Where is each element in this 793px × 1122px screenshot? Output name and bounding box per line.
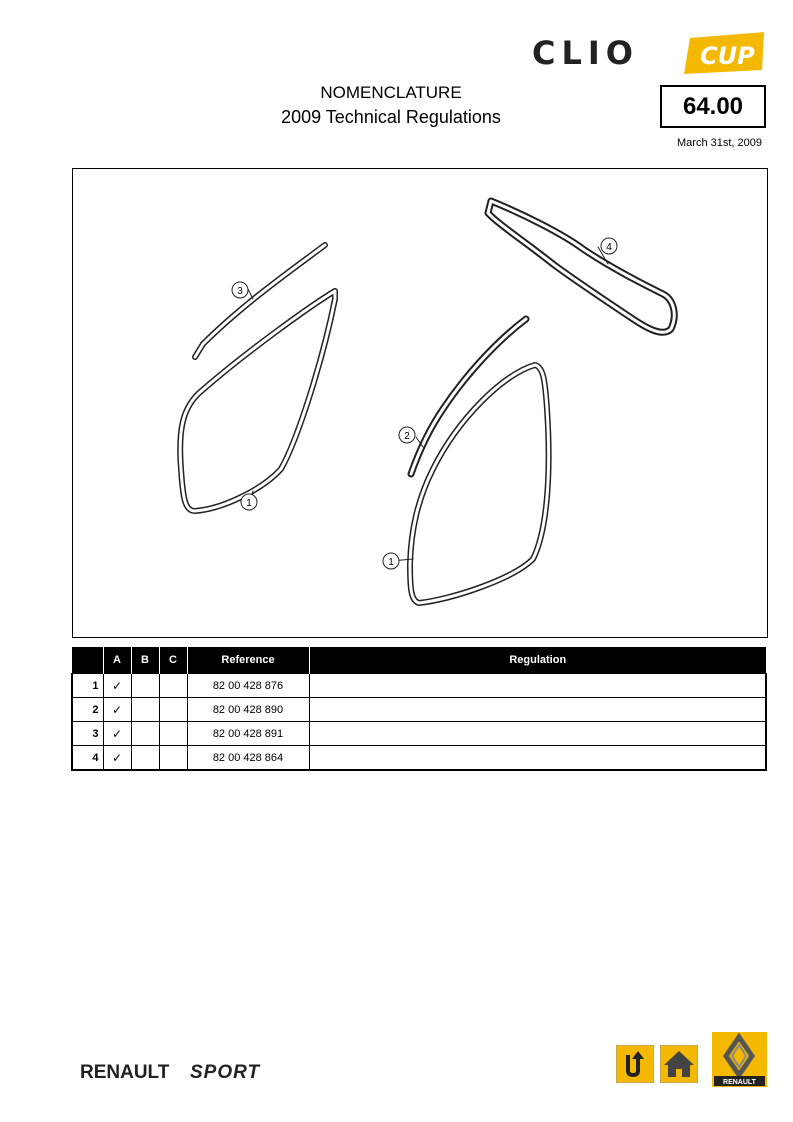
reference-cell: 82 00 428 891	[187, 722, 309, 746]
check-a: ✓	[103, 722, 131, 746]
home-button[interactable]	[660, 1045, 698, 1083]
seals-drawing	[73, 169, 769, 639]
callout-4-label: 4	[606, 242, 612, 253]
callout-1-left-label: 1	[246, 498, 252, 509]
callout-2-label: 2	[404, 431, 410, 442]
row-number: 4	[72, 746, 103, 771]
logo-text-renault: RENAULT	[80, 1062, 170, 1083]
regulation-cell	[309, 674, 766, 698]
check-b	[131, 674, 159, 698]
back-button[interactable]	[616, 1045, 654, 1083]
table-row	[72, 674, 766, 698]
col-header-num	[72, 647, 103, 674]
seal-1-right	[410, 365, 549, 603]
table-row	[72, 698, 766, 722]
row-number: 1	[72, 674, 103, 698]
brand-text: CLIO	[532, 34, 639, 72]
seal-1-left	[180, 291, 335, 511]
col-header-c: C	[159, 647, 187, 674]
regulation-cell	[309, 698, 766, 722]
reference-cell: 82 00 428 864	[187, 746, 309, 771]
check-c	[159, 698, 187, 722]
check-c	[159, 746, 187, 771]
parts-table	[71, 647, 767, 771]
row-number: 2	[72, 698, 103, 722]
col-header-reference: Reference	[187, 647, 309, 674]
callout-1-right-label: 1	[388, 557, 394, 568]
check-a: ✓	[103, 674, 131, 698]
col-header-b: B	[131, 647, 159, 674]
check-b	[131, 746, 159, 771]
renault-badge	[712, 1032, 767, 1087]
check-a: ✓	[103, 746, 131, 771]
document-title	[230, 82, 552, 130]
check-c	[159, 722, 187, 746]
clio-cup-logo	[532, 30, 764, 76]
regulation-cell	[309, 722, 766, 746]
title-line-2: 2009 Technical Regulations	[281, 107, 501, 127]
logo-text-sport: SPORT	[190, 1062, 261, 1083]
row-number: 3	[72, 722, 103, 746]
col-header-a: A	[103, 647, 131, 674]
brand-badge-text: CUP	[700, 42, 755, 70]
badge-text: RENAULT	[723, 1079, 756, 1086]
check-b	[131, 722, 159, 746]
renault-sport-logo	[80, 1058, 290, 1086]
regulation-cell	[309, 746, 766, 771]
seal-4-loop	[488, 201, 674, 332]
check-b	[131, 698, 159, 722]
parts-illustration	[72, 168, 768, 638]
reference-cell: 82 00 428 876	[187, 674, 309, 698]
col-header-regulation: Regulation	[309, 647, 766, 674]
page-number-box: 64.00	[660, 85, 766, 128]
seal-2-strip	[411, 319, 526, 474]
callout-3-label: 3	[237, 286, 243, 297]
check-a: ✓	[103, 698, 131, 722]
revision-date: March 31st, 2009	[677, 137, 762, 149]
reference-cell: 82 00 428 890	[187, 698, 309, 722]
table-header-row	[72, 647, 766, 674]
title-line-1: NOMENCLATURE	[320, 83, 462, 102]
check-c	[159, 674, 187, 698]
table-row	[72, 746, 766, 771]
table-row	[72, 722, 766, 746]
